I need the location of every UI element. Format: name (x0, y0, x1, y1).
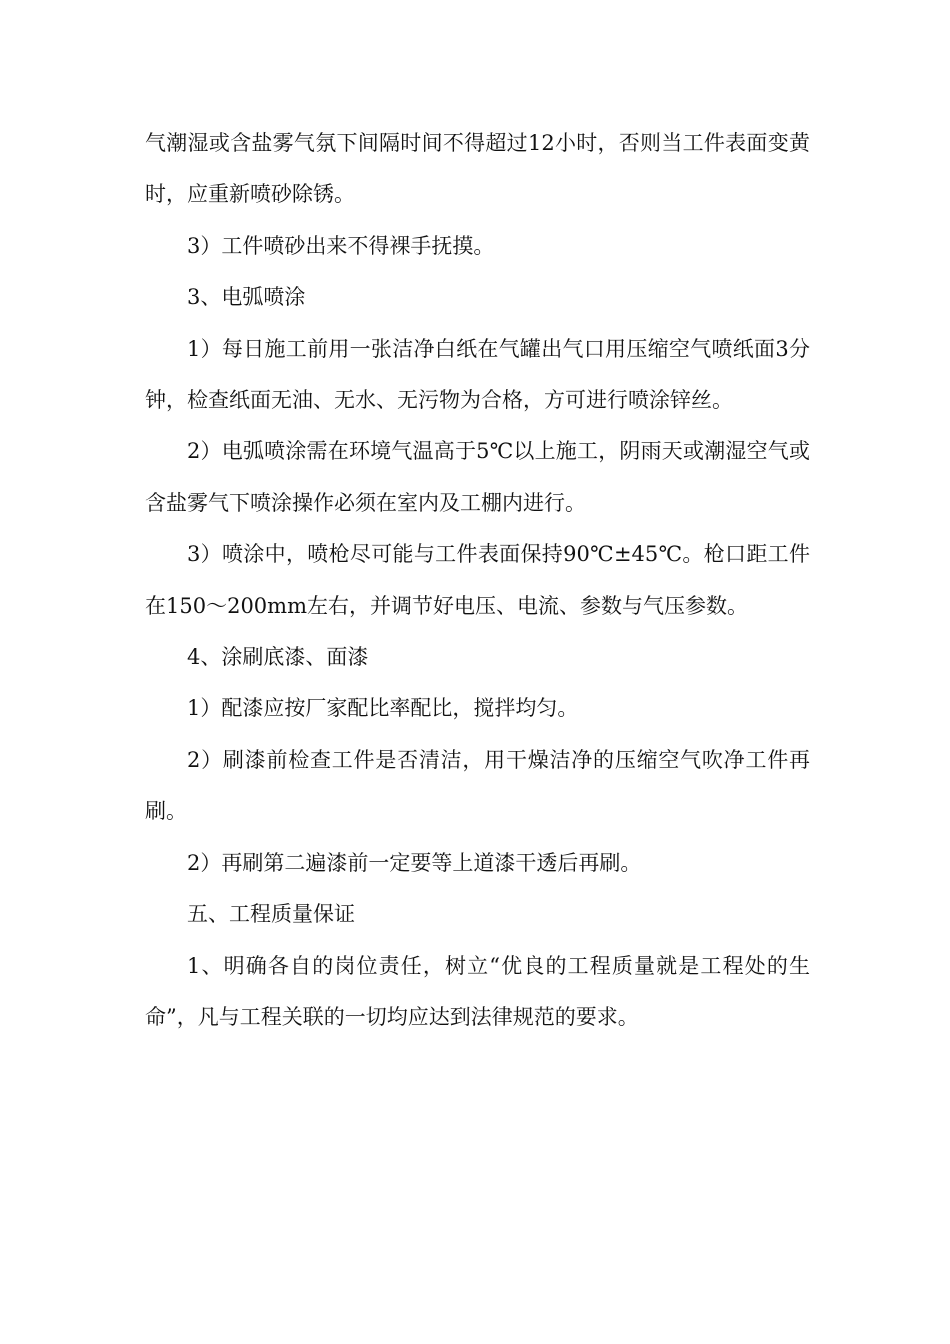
paragraph-continuation: 气潮湿或含盐雾气氛下间隔时间不得超过12小时，否则当工件表面变黄时，应重新喷砂除锈。 (145, 131, 810, 207)
paragraph-item: 2）电弧喷涂需在环境气温高于5℃以上施工，阴雨天或潮湿空气或含盐雾气下喷涂操作必须在室内及工棚内进行。 (145, 439, 810, 515)
paragraph-item: 1、明确各自的岗位责任，树立“优良的工程质量就是工程处的生命”，凡与工程关联的一切均应达到法律规范的要求。 (145, 953, 810, 1029)
chapter-heading: 五、工程质量保证 (187, 902, 355, 927)
section-heading: 4、涂刷底漆、面漆 (187, 645, 369, 670)
document-body (145, 118, 810, 1043)
paragraph-item: 2）再刷第二遍漆前一定要等上道漆干透后再刷。 (187, 850, 642, 875)
section-heading: 3、电弧喷涂 (187, 285, 306, 310)
paragraph-item: 1）每日施工前用一张洁净白纸在气罐出气口用压缩空气喷纸面3分钟，检查纸面无油、无水、无污物为合格，方可进行喷涂锌丝。 (145, 336, 810, 413)
paragraph-item: 3）工件喷砂出来不得裸手抚摸。 (187, 233, 495, 258)
paragraph-item: 1）配漆应按厂家配比率配比，搅拌均匀。 (187, 696, 579, 721)
paragraph-item: 3）喷涂中，喷枪尽可能与工件表面保持90℃±45℃。枪口距工件在150～200mm左右，并调节好电压、电流、参数与气压参数。 (145, 542, 810, 618)
paragraph-item: 2）刷漆前检查工件是否清洁，用干燥洁净的压缩空气吹净工件再刷。 (145, 747, 810, 824)
